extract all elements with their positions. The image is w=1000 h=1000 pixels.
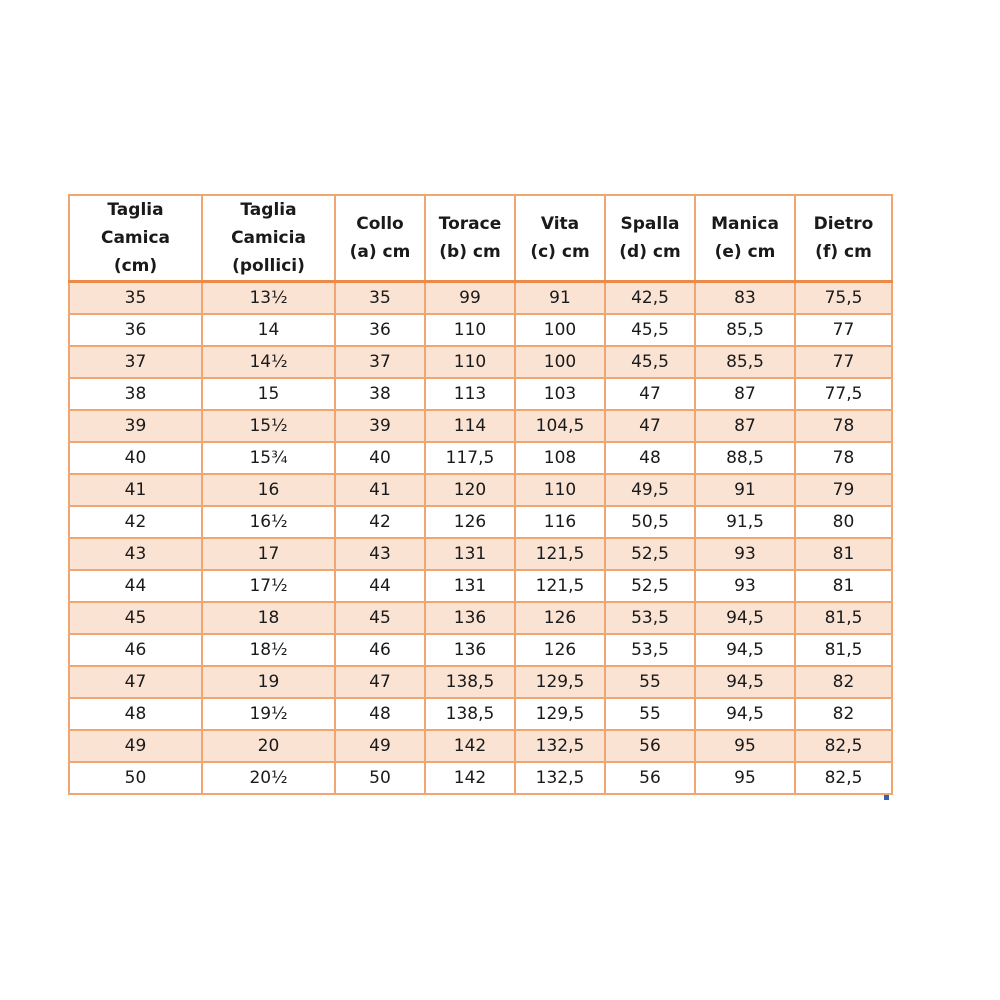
cell-collar: 40 bbox=[335, 442, 425, 474]
cell-back: 77,5 bbox=[795, 378, 892, 410]
header-cell-shoulder bbox=[605, 195, 695, 282]
cell-back: 77 bbox=[795, 314, 892, 346]
cell-back: 79 bbox=[795, 474, 892, 506]
header-label: Taglia Camicia bbox=[231, 200, 306, 248]
cell-back: 75,5 bbox=[795, 282, 892, 315]
cell-collar: 42 bbox=[335, 506, 425, 538]
cell-sleeve: 91,5 bbox=[695, 506, 795, 538]
header-unit: (b) cm bbox=[439, 242, 501, 262]
cell-shirt-size-inches: 20½ bbox=[202, 762, 335, 794]
cell-collar: 45 bbox=[335, 602, 425, 634]
cell-back: 82 bbox=[795, 698, 892, 730]
table-body bbox=[69, 282, 892, 795]
cell-chest: 142 bbox=[425, 730, 515, 762]
cell-shirt-size-cm: 43 bbox=[69, 538, 202, 570]
table-row bbox=[69, 506, 892, 538]
cell-shirt-size-cm: 41 bbox=[69, 474, 202, 506]
cell-sleeve: 88,5 bbox=[695, 442, 795, 474]
cell-chest: 99 bbox=[425, 282, 515, 315]
cell-waist: 121,5 bbox=[515, 570, 605, 602]
cell-back: 80 bbox=[795, 506, 892, 538]
cell-shoulder: 45,5 bbox=[605, 346, 695, 378]
cell-sleeve: 94,5 bbox=[695, 602, 795, 634]
cell-sleeve: 91 bbox=[695, 474, 795, 506]
header-label: Vita bbox=[540, 214, 580, 234]
header-unit: (pollici) bbox=[232, 256, 305, 276]
cell-back: 82,5 bbox=[795, 730, 892, 762]
cell-shirt-size-inches: 18½ bbox=[202, 634, 335, 666]
table-row bbox=[69, 442, 892, 474]
cell-collar: 37 bbox=[335, 346, 425, 378]
cell-waist: 108 bbox=[515, 442, 605, 474]
cell-waist: 100 bbox=[515, 346, 605, 378]
cell-shoulder: 56 bbox=[605, 762, 695, 794]
header-unit: (e) cm bbox=[714, 242, 776, 262]
header-unit: (d) cm bbox=[619, 242, 681, 262]
cell-chest: 117,5 bbox=[425, 442, 515, 474]
cell-waist: 129,5 bbox=[515, 698, 605, 730]
cell-back: 81 bbox=[795, 570, 892, 602]
cell-shirt-size-inches: 16½ bbox=[202, 506, 335, 538]
cell-chest: 120 bbox=[425, 474, 515, 506]
cell-collar: 36 bbox=[335, 314, 425, 346]
cell-shoulder: 55 bbox=[605, 666, 695, 698]
header-label: Dietro bbox=[813, 214, 874, 234]
cell-chest: 138,5 bbox=[425, 698, 515, 730]
cell-shoulder: 48 bbox=[605, 442, 695, 474]
cell-collar: 35 bbox=[335, 282, 425, 315]
cell-back: 82 bbox=[795, 666, 892, 698]
cell-shirt-size-inches: 15½ bbox=[202, 410, 335, 442]
header-cell-back bbox=[795, 195, 892, 282]
cell-waist: 132,5 bbox=[515, 762, 605, 794]
cell-waist: 126 bbox=[515, 634, 605, 666]
cell-chest: 110 bbox=[425, 314, 515, 346]
cell-back: 82,5 bbox=[795, 762, 892, 794]
cell-collar: 43 bbox=[335, 538, 425, 570]
cell-shoulder: 42,5 bbox=[605, 282, 695, 315]
header-unit: (c) cm bbox=[530, 242, 590, 262]
header-label: Torace bbox=[438, 214, 502, 234]
cell-shoulder: 55 bbox=[605, 698, 695, 730]
header-label: Taglia Camica bbox=[100, 200, 171, 248]
header-row bbox=[69, 195, 892, 282]
cell-sleeve: 95 bbox=[695, 730, 795, 762]
table-row bbox=[69, 602, 892, 634]
cell-shoulder: 56 bbox=[605, 730, 695, 762]
cell-back: 78 bbox=[795, 410, 892, 442]
cell-collar: 41 bbox=[335, 474, 425, 506]
cell-sleeve: 85,5 bbox=[695, 314, 795, 346]
size-chart-table bbox=[68, 194, 893, 795]
header-cell-shirt-size-cm bbox=[69, 195, 202, 282]
cell-shirt-size-inches: 17 bbox=[202, 538, 335, 570]
table-row bbox=[69, 346, 892, 378]
cell-shirt-size-inches: 15¾ bbox=[202, 442, 335, 474]
cell-waist: 91 bbox=[515, 282, 605, 315]
cell-collar: 48 bbox=[335, 698, 425, 730]
cell-shirt-size-cm: 36 bbox=[69, 314, 202, 346]
cell-chest: 131 bbox=[425, 538, 515, 570]
header-unit: (f) cm bbox=[815, 242, 872, 262]
cell-collar: 39 bbox=[335, 410, 425, 442]
cell-shirt-size-inches: 19½ bbox=[202, 698, 335, 730]
cell-shirt-size-inches: 14½ bbox=[202, 346, 335, 378]
header-cell-waist bbox=[515, 195, 605, 282]
cell-sleeve: 87 bbox=[695, 410, 795, 442]
header-cell-chest bbox=[425, 195, 515, 282]
header-label: Spalla bbox=[620, 214, 680, 234]
cell-shirt-size-cm: 49 bbox=[69, 730, 202, 762]
cell-sleeve: 95 bbox=[695, 762, 795, 794]
cell-waist: 100 bbox=[515, 314, 605, 346]
header-unit: (a) cm bbox=[349, 242, 411, 262]
cell-waist: 104,5 bbox=[515, 410, 605, 442]
header-cell-sleeve bbox=[695, 195, 795, 282]
cell-chest: 110 bbox=[425, 346, 515, 378]
cell-waist: 129,5 bbox=[515, 666, 605, 698]
cell-shirt-size-cm: 47 bbox=[69, 666, 202, 698]
cell-sleeve: 94,5 bbox=[695, 634, 795, 666]
cell-shirt-size-inches: 16 bbox=[202, 474, 335, 506]
cell-shirt-size-inches: 17½ bbox=[202, 570, 335, 602]
header-label: Manica bbox=[711, 214, 779, 234]
table-row bbox=[69, 474, 892, 506]
cell-collar: 47 bbox=[335, 666, 425, 698]
cell-shirt-size-cm: 40 bbox=[69, 442, 202, 474]
cell-back: 81,5 bbox=[795, 634, 892, 666]
cell-back: 81,5 bbox=[795, 602, 892, 634]
cell-shoulder: 52,5 bbox=[605, 538, 695, 570]
cell-shoulder: 52,5 bbox=[605, 570, 695, 602]
cell-shoulder: 53,5 bbox=[605, 634, 695, 666]
cell-back: 81 bbox=[795, 538, 892, 570]
table-row bbox=[69, 634, 892, 666]
table-row bbox=[69, 666, 892, 698]
cell-shirt-size-inches: 14 bbox=[202, 314, 335, 346]
table-row bbox=[69, 378, 892, 410]
table-row bbox=[69, 762, 892, 794]
cell-chest: 126 bbox=[425, 506, 515, 538]
cell-waist: 132,5 bbox=[515, 730, 605, 762]
cell-shirt-size-cm: 44 bbox=[69, 570, 202, 602]
table-row bbox=[69, 314, 892, 346]
cell-shoulder: 45,5 bbox=[605, 314, 695, 346]
table-row bbox=[69, 282, 892, 315]
cell-sleeve: 94,5 bbox=[695, 698, 795, 730]
cell-shirt-size-inches: 18 bbox=[202, 602, 335, 634]
cell-waist: 110 bbox=[515, 474, 605, 506]
table-row bbox=[69, 730, 892, 762]
cell-sleeve: 93 bbox=[695, 538, 795, 570]
header-cell-collar bbox=[335, 195, 425, 282]
header-label: Collo bbox=[356, 214, 404, 234]
cell-chest: 113 bbox=[425, 378, 515, 410]
cell-chest: 136 bbox=[425, 634, 515, 666]
cell-waist: 116 bbox=[515, 506, 605, 538]
cell-shirt-size-cm: 48 bbox=[69, 698, 202, 730]
cell-collar: 49 bbox=[335, 730, 425, 762]
cell-waist: 103 bbox=[515, 378, 605, 410]
cell-shirt-size-cm: 46 bbox=[69, 634, 202, 666]
cell-shirt-size-cm: 39 bbox=[69, 410, 202, 442]
cell-collar: 46 bbox=[335, 634, 425, 666]
cell-shirt-size-inches: 15 bbox=[202, 378, 335, 410]
cell-shirt-size-cm: 37 bbox=[69, 346, 202, 378]
table-row bbox=[69, 570, 892, 602]
cell-chest: 136 bbox=[425, 602, 515, 634]
cell-shirt-size-inches: 20 bbox=[202, 730, 335, 762]
cell-chest: 142 bbox=[425, 762, 515, 794]
cell-sleeve: 85,5 bbox=[695, 346, 795, 378]
cell-shirt-size-cm: 50 bbox=[69, 762, 202, 794]
cell-chest: 114 bbox=[425, 410, 515, 442]
cell-back: 78 bbox=[795, 442, 892, 474]
cell-sleeve: 94,5 bbox=[695, 666, 795, 698]
cell-chest: 138,5 bbox=[425, 666, 515, 698]
table-row bbox=[69, 698, 892, 730]
cell-chest: 131 bbox=[425, 570, 515, 602]
cell-collar: 50 bbox=[335, 762, 425, 794]
cell-shirt-size-cm: 42 bbox=[69, 506, 202, 538]
cell-sleeve: 93 bbox=[695, 570, 795, 602]
cell-shirt-size-cm: 45 bbox=[69, 602, 202, 634]
table-row bbox=[69, 538, 892, 570]
header-unit: (cm) bbox=[113, 256, 158, 276]
cell-shirt-size-inches: 13½ bbox=[202, 282, 335, 315]
header-cell-shirt-size-inches bbox=[202, 195, 335, 282]
resize-handle-icon[interactable] bbox=[884, 795, 889, 800]
cell-waist: 126 bbox=[515, 602, 605, 634]
cell-shoulder: 53,5 bbox=[605, 602, 695, 634]
cell-shoulder: 47 bbox=[605, 410, 695, 442]
cell-shirt-size-inches: 19 bbox=[202, 666, 335, 698]
cell-sleeve: 87 bbox=[695, 378, 795, 410]
cell-waist: 121,5 bbox=[515, 538, 605, 570]
cell-shoulder: 47 bbox=[605, 378, 695, 410]
cell-collar: 44 bbox=[335, 570, 425, 602]
cell-shoulder: 50,5 bbox=[605, 506, 695, 538]
cell-shirt-size-cm: 35 bbox=[69, 282, 202, 315]
cell-shirt-size-cm: 38 bbox=[69, 378, 202, 410]
cell-shoulder: 49,5 bbox=[605, 474, 695, 506]
cell-collar: 38 bbox=[335, 378, 425, 410]
cell-sleeve: 83 bbox=[695, 282, 795, 315]
cell-back: 77 bbox=[795, 346, 892, 378]
table-row bbox=[69, 410, 892, 442]
